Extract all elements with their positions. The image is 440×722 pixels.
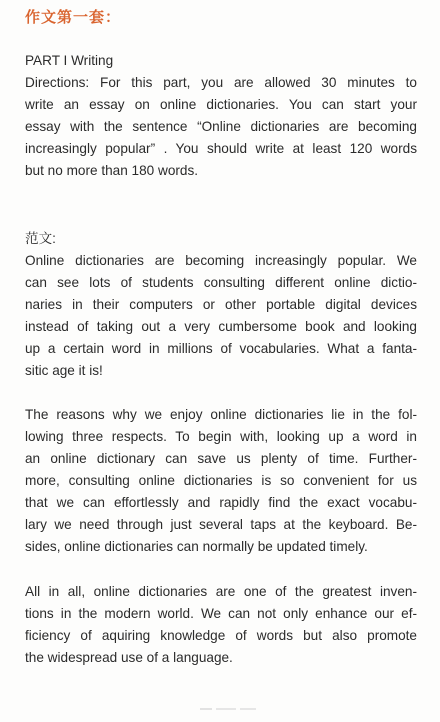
essay-paragraph-2: [25, 404, 417, 558]
paragraph-line: lary we need through just several taps at the keyboard. Be-: [25, 517, 417, 532]
directions-line: but no more than 180 words.: [25, 163, 199, 178]
directions-line: essay with the sentence “Online dictionaries are becoming: [25, 119, 417, 134]
paragraph-line: tions in the modern world. We can not only enhance our ef-: [25, 606, 417, 621]
sample-essay-label: 范文:: [25, 231, 56, 246]
faint-watermark: [200, 705, 260, 713]
directions-line: increasingly popular” . You should write at least 120 words: [25, 141, 417, 156]
paragraph-line: sitic age it is!: [25, 363, 103, 378]
essay-paragraph-3: [25, 581, 417, 669]
directions-block: [25, 72, 417, 182]
paragraph-line: sides, online dictionaries can normally be updated timely.: [25, 539, 368, 554]
paragraph-line: Online dictionaries are becoming increasingly popular. We: [25, 253, 417, 268]
paragraph-line: an online dictionary can save us plenty of time. Further-: [25, 451, 417, 466]
paragraph-line: instead of taking out a very cumbersome book and looking: [25, 319, 417, 334]
paragraph-line: up a certain word in millions of vocabularies. What a fanta-: [25, 341, 417, 356]
paragraph-line: that we can effortlessly and rapidly find the exact vocabu-: [25, 495, 417, 510]
paragraph-line: naries in their computers or other portable digital devices: [25, 297, 417, 312]
paragraph-line: lowing three respects. To begin with, looking up a word in: [25, 429, 417, 444]
paragraph-line: ficiency of aquiring knowledge of words but also promote: [25, 628, 417, 643]
directions-line: Directions: For this part, you are allowed 30 minutes to: [25, 75, 417, 90]
paragraph-line: The reasons why we enjoy online dictionaries lie in the fol-: [25, 407, 417, 422]
paragraph-line: All in all, online dictionaries are one of the greatest inven-: [25, 584, 417, 599]
set-title: 作文第一套：: [25, 9, 122, 26]
paragraph-line: the widespread use of a language.: [25, 650, 233, 665]
part-heading: PART I Writing: [25, 53, 114, 68]
paragraph-line: more, consulting online dictionaries is so convenient for us: [25, 473, 417, 488]
directions-line: write an essay on online dictionaries. You can start your: [25, 97, 417, 112]
paragraph-line: can see lots of students consulting different online dictio-: [25, 275, 417, 290]
watermark-shape: [200, 705, 260, 713]
essay-paragraph-1: [25, 250, 417, 382]
